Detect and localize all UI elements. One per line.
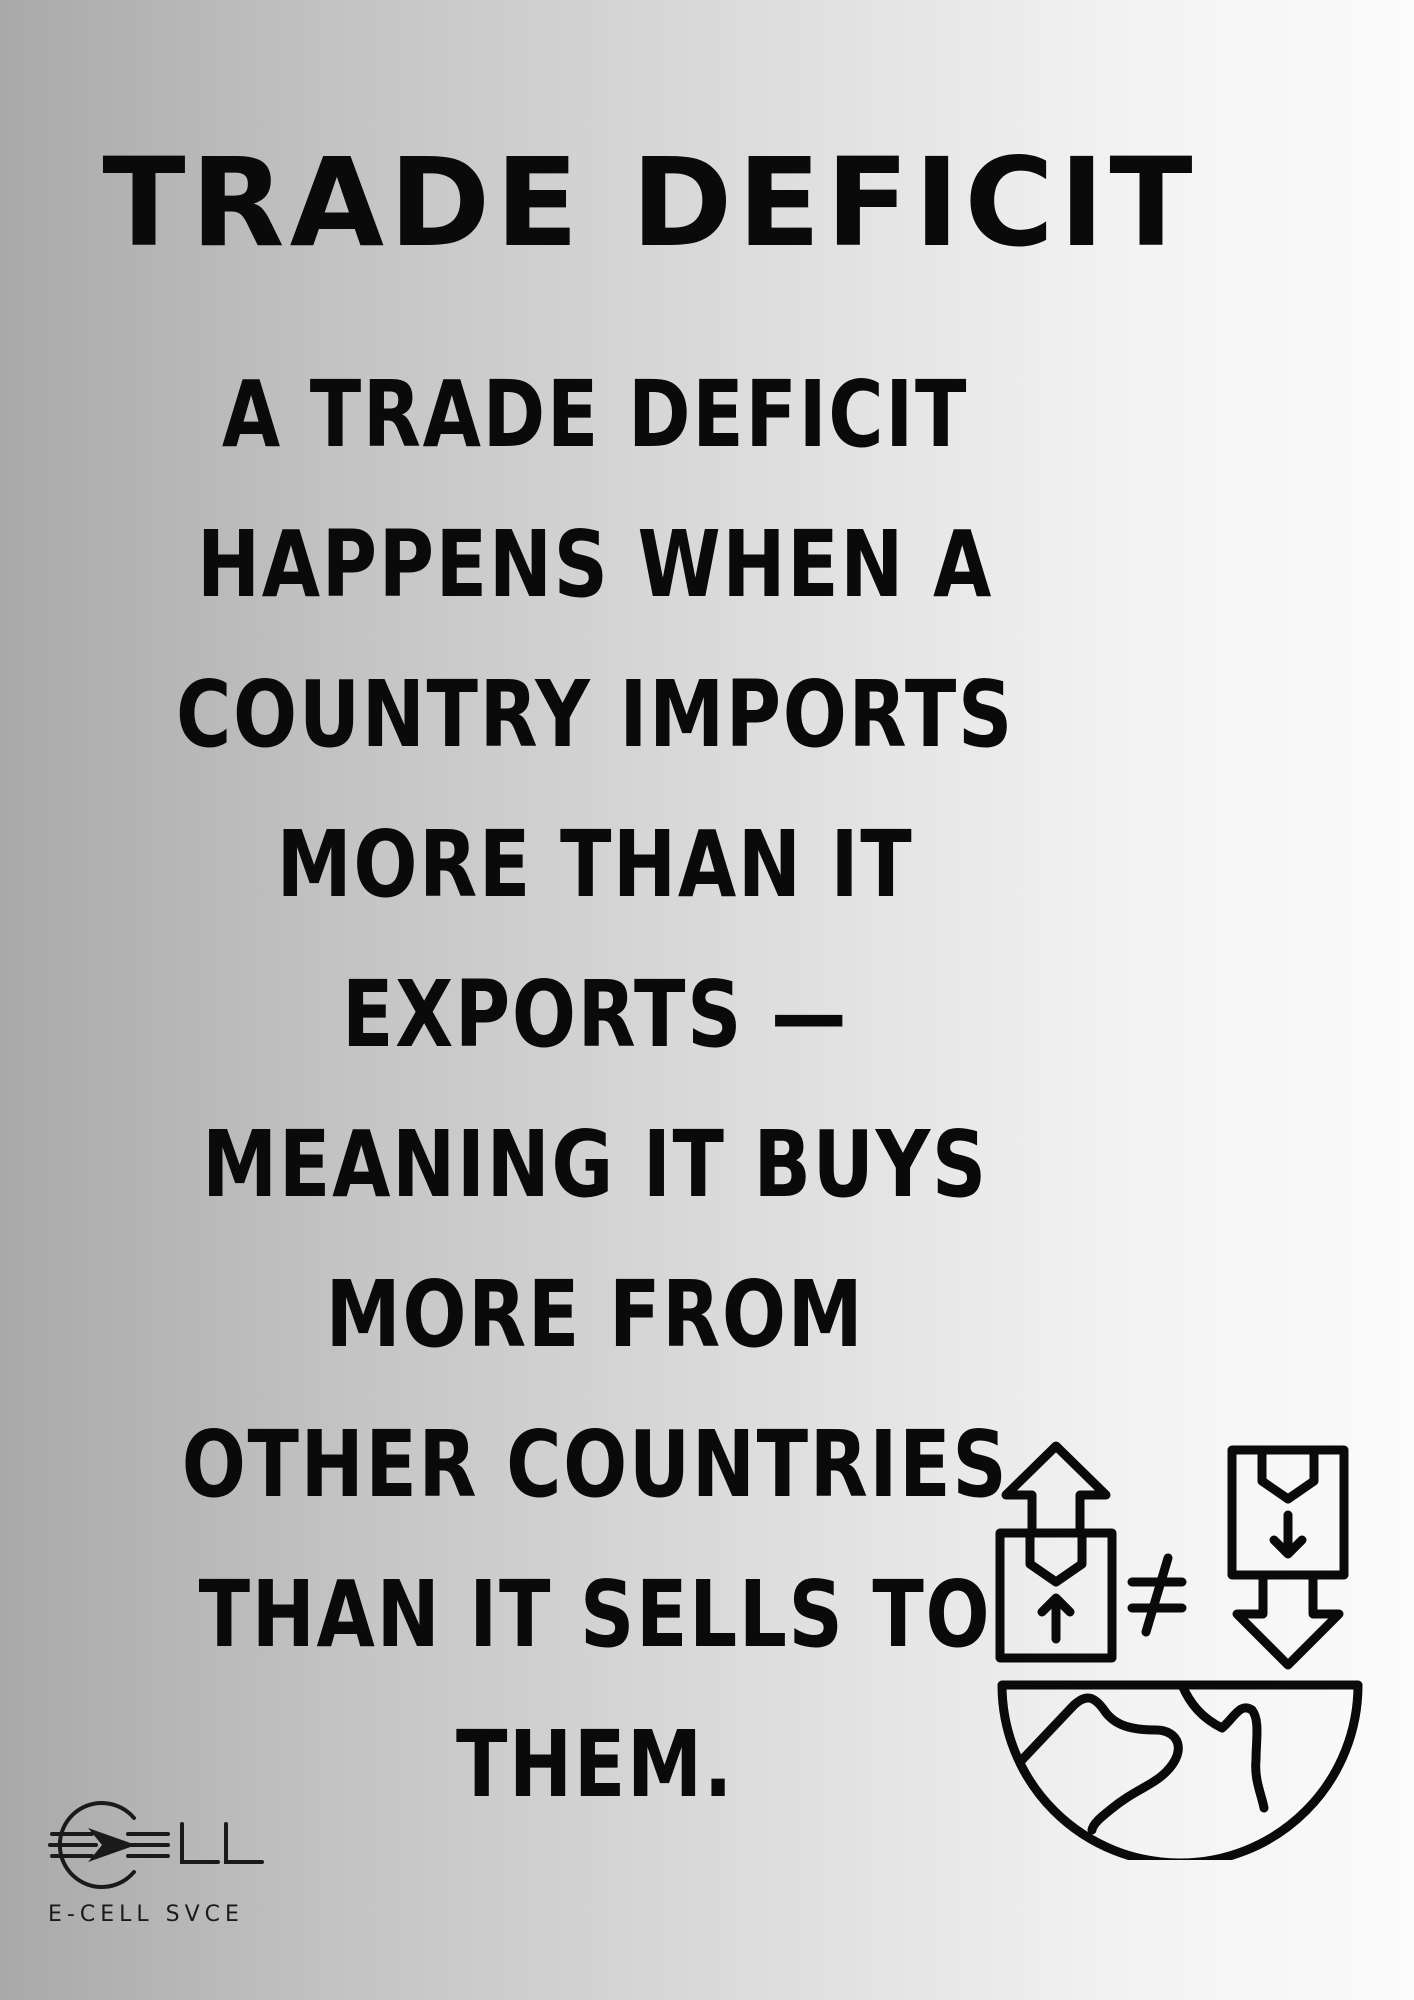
ecell-logo-mark [30, 1790, 270, 1900]
export-box-icon [1000, 1446, 1112, 1658]
ecell-logo [30, 1790, 270, 1940]
definition-line: COUNTRY IMPORTS [176, 661, 1014, 768]
definition-line: A TRADE DEFICIT [221, 361, 969, 468]
definition-line: THEM. [455, 1711, 735, 1818]
imports-not-equal-exports-globe-icon [990, 1440, 1370, 1860]
poster-title: TRADE DEFICIT [102, 132, 1198, 274]
definition-line: MORE FROM [325, 1261, 865, 1368]
definition-line: MEANING IT BUYS [202, 1111, 988, 1218]
definition-line: EXPORTS — [341, 961, 849, 1068]
import-box-icon [1232, 1450, 1344, 1665]
definition-line: OTHER COUNTRIES [181, 1411, 1009, 1518]
globe-icon [1002, 1685, 1358, 1860]
definition-line: MORE THAN IT [276, 811, 914, 918]
not-equal-icon [1132, 1558, 1182, 1632]
ecell-logo-caption: E-CELL SVCE [48, 1902, 244, 1927]
definition-line: THAN IT SELLS TO [198, 1561, 992, 1668]
definition-line: HAPPENS WHEN A [196, 511, 993, 618]
